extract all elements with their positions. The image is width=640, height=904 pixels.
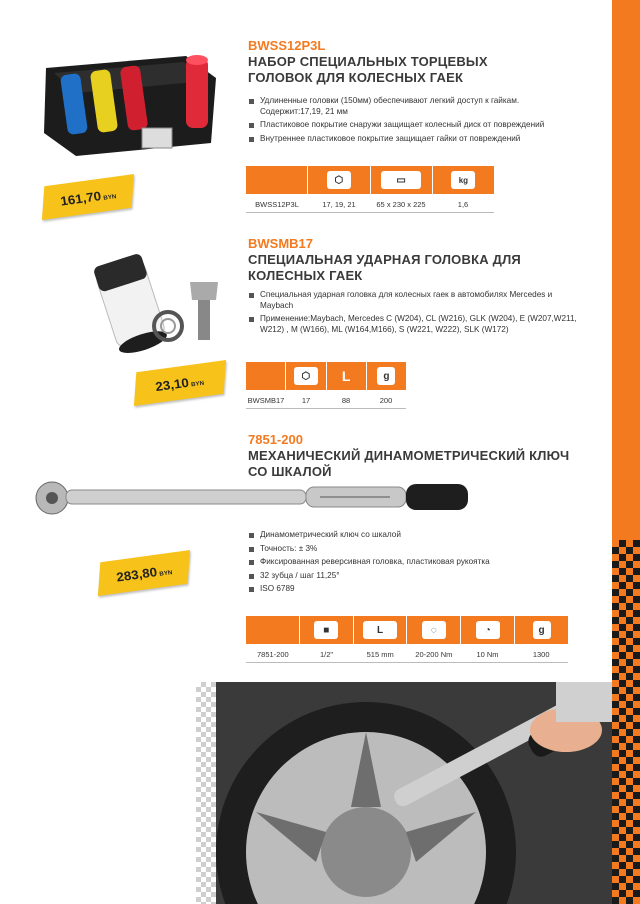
price-value: 161,70: [59, 188, 102, 208]
product-title: [248, 252, 521, 284]
spec-header-cell: [246, 166, 308, 194]
price-tag: [98, 550, 190, 596]
spec-value: 88: [341, 396, 351, 405]
spec-value: 17, 19, 21: [322, 200, 356, 209]
spec-value: 10 Nm: [476, 650, 499, 659]
spec-value: 17: [301, 396, 311, 405]
length-icon: L: [341, 368, 351, 384]
feature-list: [248, 96, 578, 147]
product-title-line: МЕХАНИЧЕСКИЙ ДИНАМОМЕТРИЧЕСКИЙ КЛЮЧ: [248, 448, 570, 463]
spec-value: 1,6: [457, 200, 469, 209]
spec-value: 1300: [532, 650, 550, 659]
price-currency: BYN: [102, 193, 117, 202]
price-value: 283,80: [115, 564, 158, 584]
product-title-line: ГОЛОВОК ДЛЯ КОЛЕСНЫХ ГАЕК: [248, 70, 464, 85]
spec-values-row: [246, 393, 406, 409]
feature-item: Удлиненные головки (150мм) обеспечивают легкий доступ к гайкам. Содержит:17,19, 21 мм: [248, 96, 578, 117]
kg-weight-icon: kg: [451, 171, 475, 189]
feature-item: Пластиковое покрытие снаружи защищает колесный диск от повреждений: [248, 120, 578, 131]
feature-item: Динамометрический ключ со шкалой: [248, 530, 578, 541]
spec-header-cell: [515, 616, 568, 644]
spec-values-row: [246, 197, 494, 213]
product-title-line: КОЛЕСНЫХ ГАЕК: [248, 268, 363, 283]
spec-header-cell: [327, 362, 367, 390]
price-value: 23,10: [154, 374, 191, 394]
spec-header-cell: [371, 166, 433, 194]
feature-item: Точность: ± 3%: [248, 544, 578, 555]
price-tag: [134, 360, 226, 406]
spec-value: BWSS12P3L: [255, 200, 299, 209]
g-weight-icon: g: [377, 367, 395, 385]
price-currency: BYN: [191, 380, 206, 388]
spec-header-cell: [246, 616, 300, 644]
price-tag: [42, 174, 134, 220]
hex-icon: ⬡: [294, 367, 318, 385]
feature-list: [248, 530, 578, 598]
feature-item: Фиксированная реверсивная головка, пластиковая рукоятка: [248, 557, 578, 568]
product-title: [248, 448, 569, 480]
spec-header-cell: [407, 616, 461, 644]
spec-header: [246, 166, 494, 194]
torque-range-icon: ◌: [422, 621, 446, 639]
spec-header-cell: [367, 362, 406, 390]
spec-header-cell: [461, 616, 515, 644]
length-icon: L: [363, 621, 397, 639]
feature-item: 32 зубца / шаг 11,25°: [248, 571, 578, 582]
spec-header-cell: [354, 616, 408, 644]
spec-value: 20-200 Nm: [415, 650, 453, 659]
spec-value: 7851-200: [256, 650, 289, 659]
socket-set-image: [36, 48, 226, 158]
product-code: BWSMB17: [248, 236, 314, 251]
product-title: [248, 54, 488, 86]
spec-values-row: [246, 647, 568, 663]
feature-list: [248, 290, 578, 338]
spec-header: [246, 362, 406, 390]
feature-item: ISO 6789: [248, 584, 578, 595]
checkered-flag-pattern: [612, 540, 640, 904]
square-drive-icon: ■: [314, 621, 338, 639]
product-title-line: СО ШКАЛОЙ: [248, 464, 332, 479]
spec-header-cell: [286, 362, 326, 390]
g-weight-icon: g: [533, 621, 551, 639]
price-currency: BYN: [158, 569, 173, 578]
spec-header-cell: [308, 166, 370, 194]
spec-value: 65 x 230 x 225: [376, 200, 426, 209]
impact-socket-image: [90, 244, 240, 354]
product-title-line: НАБОР СПЕЦИАЛЬНЫХ ТОРЦЕВЫХ: [248, 54, 488, 69]
spec-header-cell: [246, 362, 286, 390]
spec-value: 515 mm: [366, 650, 394, 659]
spec-header: [246, 616, 568, 644]
spec-value: BWSMB17: [247, 396, 285, 405]
feature-item: Применение:Maybach, Mercedes C (W204), CL (W216), GLK (W204), E (W207,W211, W212) , M (W166), ML (W164,M166), S (W221, W222), SLK (W172): [248, 314, 578, 335]
product-code: 7851-200: [248, 432, 303, 447]
product-title-line: СПЕЦИАЛЬНАЯ УДАРНАЯ ГОЛОВКА ДЛЯ: [248, 252, 521, 267]
spec-header-cell: [300, 616, 354, 644]
checkered-pattern-left: [196, 682, 216, 904]
torque-step-icon: ◔: [476, 621, 500, 639]
box-dimensions-icon: ▭: [381, 171, 421, 189]
hex-icon: ⬡: [327, 171, 351, 189]
spec-value: 200: [379, 396, 393, 405]
wheel-photo: [196, 682, 612, 904]
spec-header-cell: [433, 166, 494, 194]
feature-item: Специальная ударная головка для колесных гаек в автомобилях Mercedes и Maybach: [248, 290, 578, 311]
spec-value: 1/2": [319, 650, 334, 659]
product-code: BWSS12P3L: [248, 38, 326, 53]
feature-item: Внутреннее пластиковое покрытие защищает гайки от повреждений: [248, 134, 578, 145]
